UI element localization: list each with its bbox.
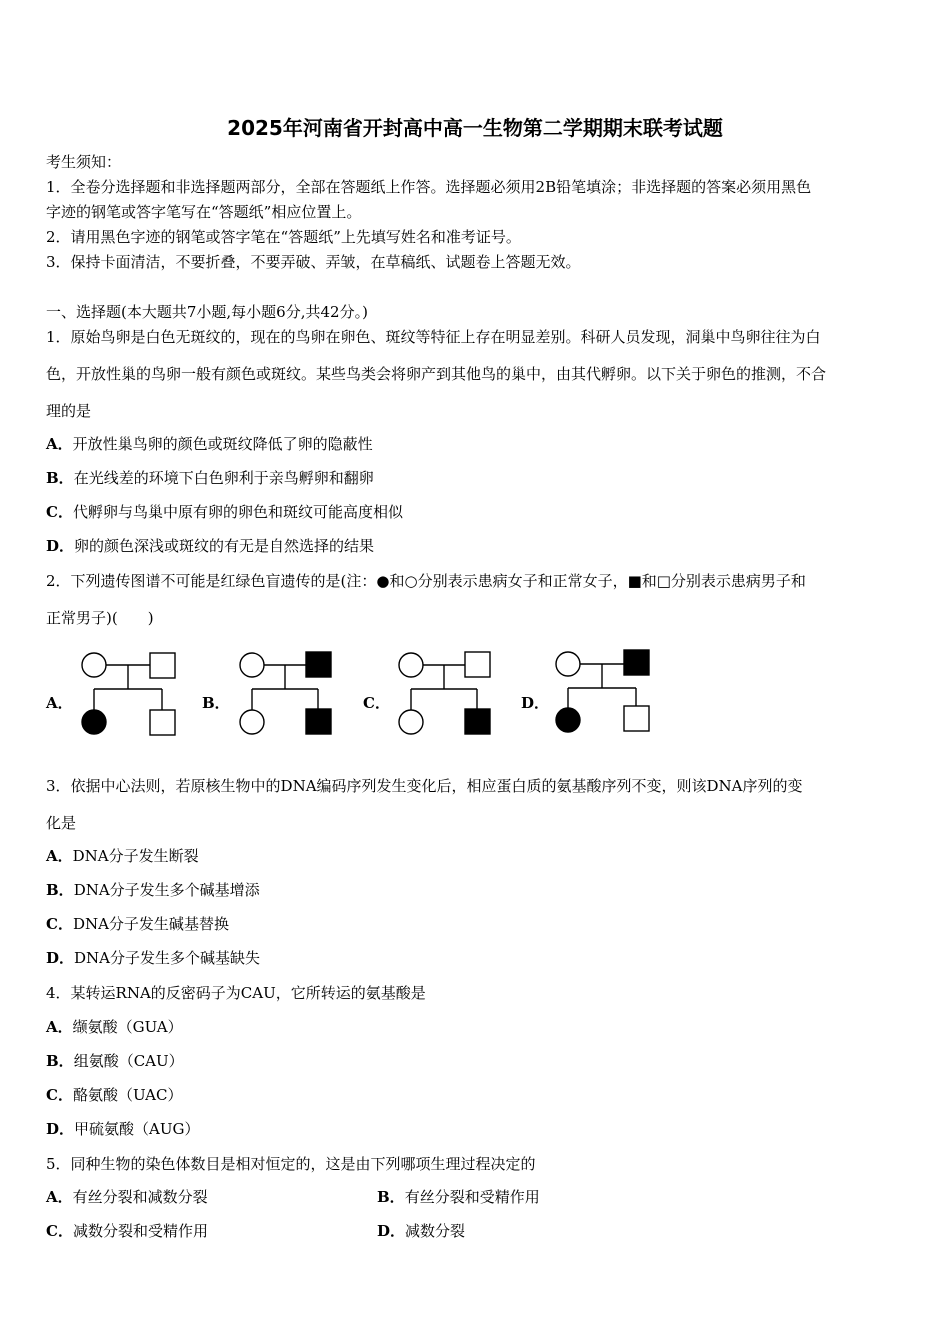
pedigree-label-b: B． bbox=[202, 694, 230, 712]
notice-line: 2．请用黑色字迹的钢笔或答字笔在“答题纸”上先填写姓名和准考证号。 bbox=[46, 228, 521, 246]
mother-normal-female bbox=[240, 653, 264, 677]
notice-heading: 考生须知： bbox=[46, 153, 122, 171]
question-3-stem: 化是 bbox=[46, 814, 77, 832]
pedigree-label-a: A． bbox=[46, 694, 73, 712]
section-heading: 一、选择题(本大题共7小题,每小题6分,共42分。) bbox=[46, 303, 368, 321]
question-3-option-c: C．DNA分子发生碱基替换 bbox=[46, 915, 229, 933]
question-1-option-c: C．代孵卵与鸟巢中原有卵的卵色和斑纹可能高度相似 bbox=[46, 503, 403, 521]
father-affected-male bbox=[306, 652, 331, 677]
mother-normal-female bbox=[82, 653, 106, 677]
question-1-stem: 理的是 bbox=[46, 402, 92, 420]
pedigree-a bbox=[78, 646, 180, 738]
question-4-option-b: B．组氨酸（CAU） bbox=[46, 1052, 184, 1070]
mother-normal-female bbox=[399, 653, 423, 677]
question-1-stem: 色，开放性巢的鸟卵一般有颜色或斑纹。某些鸟类会将卵产到其他鸟的巢中，由其代孵卵。以下关于卵色的推测，不合 bbox=[46, 365, 827, 383]
question-5-option-a: A．有丝分裂和减数分裂 bbox=[46, 1188, 208, 1206]
question-3-option-b: B．DNA分子发生多个碱基增添 bbox=[46, 881, 260, 899]
mother-normal-female bbox=[556, 652, 580, 676]
son-affected-male bbox=[465, 709, 490, 734]
question-5-stem: 5．同种生物的染色体数目是相对恒定的，这是由下列哪项生理过程决定的 bbox=[46, 1155, 536, 1173]
question-3-option-d: D．DNA分子发生多个碱基缺失 bbox=[46, 949, 261, 967]
question-4-option-c: C．酪氨酸（UAC） bbox=[46, 1086, 183, 1104]
daughter-affected-female bbox=[556, 708, 580, 732]
pedigree-d bbox=[553, 646, 655, 738]
son-normal-male bbox=[624, 706, 649, 731]
question-1-option-a: A．开放性巢鸟卵的颜色或斑纹降低了卵的隐蔽性 bbox=[46, 435, 373, 453]
question-4-stem: 4．某转运RNA的反密码子为CAU，它所转运的氨基酸是 bbox=[46, 984, 426, 1002]
question-5-option-c: C．减数分裂和受精作用 bbox=[46, 1222, 208, 1240]
question-1-option-b: B．在光线差的环境下白色卵利于亲鸟孵卵和翻卵 bbox=[46, 469, 374, 487]
question-5-option-b: B．有丝分裂和受精作用 bbox=[377, 1188, 540, 1206]
page-title: 2025年河南省开封高中高一生物第二学期期末联考试题 bbox=[227, 116, 723, 140]
question-4-option-d: D．甲硫氨酸（AUG） bbox=[46, 1120, 200, 1138]
father-normal-male bbox=[465, 652, 490, 677]
daughter-normal-female bbox=[240, 710, 264, 734]
father-normal-male bbox=[150, 653, 175, 678]
pedigree-b bbox=[236, 646, 338, 738]
pedigree-c bbox=[395, 646, 497, 738]
notice-line: 3．保持卡面清洁，不要折叠，不要弄破、弄皱，在草稿纸、试题卷上答题无效。 bbox=[46, 253, 581, 271]
question-3-stem: 3．依据中心法则，若原核生物中的DNA编码序列发生变化后，相应蛋白质的氨基酸序列不变，则该DNA序列的变 bbox=[46, 777, 803, 795]
question-5-option-d: D．减数分裂 bbox=[377, 1222, 466, 1240]
question-4-option-a: A．缬氨酸（GUA） bbox=[46, 1018, 183, 1036]
daughter-affected-female bbox=[82, 710, 106, 734]
daughter-normal-female bbox=[399, 710, 423, 734]
notice-line: 字迹的钢笔或答字笔写在“答题纸”相应位置上。 bbox=[46, 203, 362, 221]
question-1-stem: 1．原始鸟卵是白色无斑纹的，现在的鸟卵在卵色、斑纹等特征上存在明显差别。科研人员发现，洞巢中鸟卵往往为白 bbox=[46, 328, 821, 346]
pedigree-label-d: D． bbox=[521, 694, 550, 712]
son-affected-male bbox=[306, 709, 331, 734]
notice-line: 1．全卷分选择题和非选择题两部分，全部在答题纸上作答。选择题必须用2B铅笔填涂；非选择题的答案必须用黑色 bbox=[46, 178, 812, 196]
question-2-stem: 正常男子)( ) bbox=[46, 609, 154, 627]
father-affected-male bbox=[624, 650, 649, 675]
question-3-option-a: A．DNA分子发生断裂 bbox=[46, 847, 199, 865]
pedigree-label-c: C． bbox=[363, 694, 390, 712]
son-normal-male bbox=[150, 710, 175, 735]
question-1-option-d: D．卵的颜色深浅或斑纹的有无是自然选择的结果 bbox=[46, 537, 375, 555]
question-2-stem: 2．下列遗传图谱不可能是红绿色盲遗传的是(注：●和○分别表示患病女子和正常女子，■和□分别表示患病男子和 bbox=[46, 572, 806, 590]
